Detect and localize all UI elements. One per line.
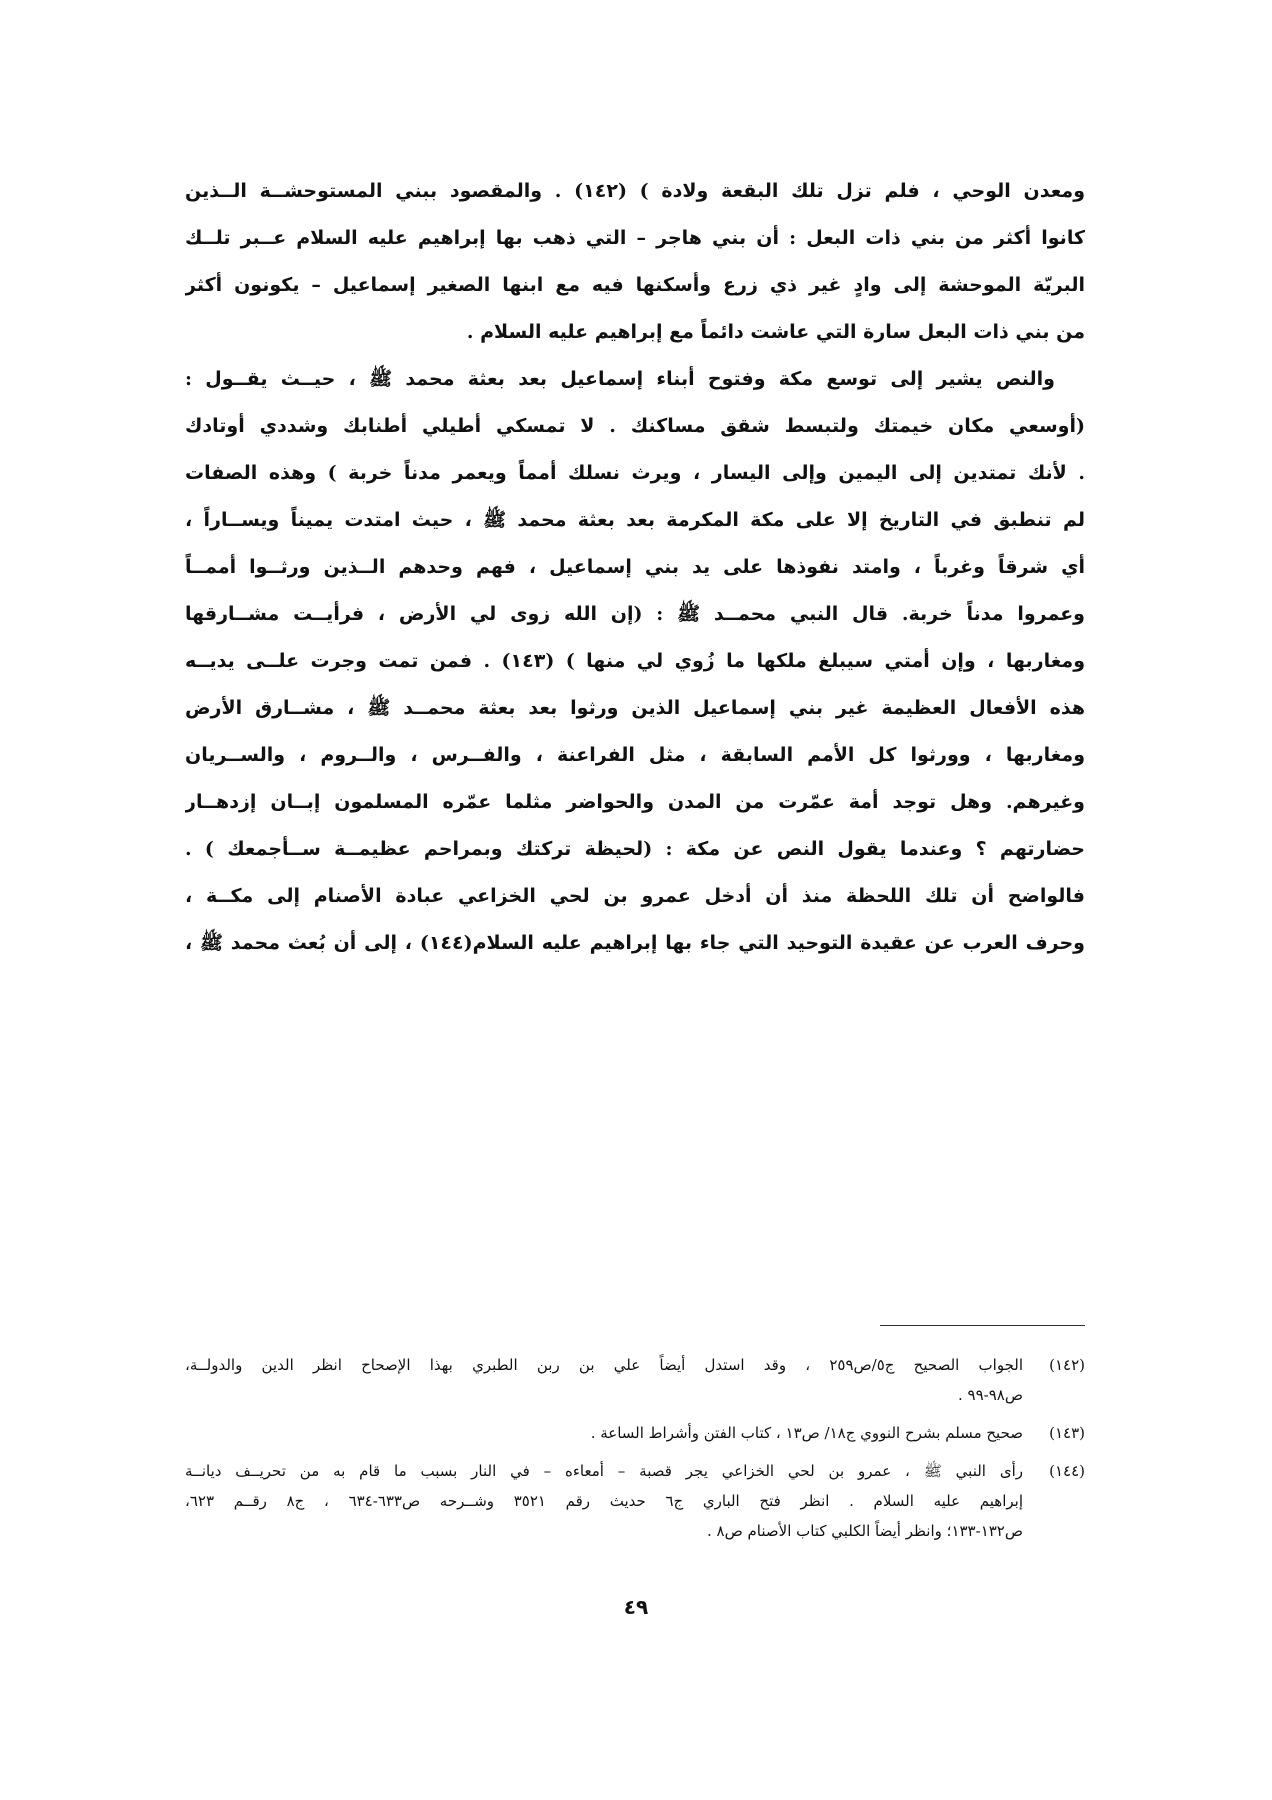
page-number: ٤٩ (623, 1595, 649, 1619)
footnote-number: (١٤٤) (1049, 1462, 1085, 1480)
footnote-142 (185, 1350, 1085, 1410)
footnote-text: ص٩٨-٩٩ . (957, 1386, 1023, 1404)
footnote-text: رأى النبي ﷺ ، عمرو بن لحي الخزاعي يجر قصبة – أمعاءه – في النار بسبب ما قام به من تحريــف ديانــة (185, 1462, 1023, 1480)
text-line: البريّة الموحشة إلى وادٍ غير ذي زرع وأسكنها فيه مع ابنها الصغير إسماعيل – يكونون أكثر (185, 274, 1085, 296)
footnote-text: صحيح مسلم بشرح النووي ج١٨/ ص١٣ ، كتاب الفتن وأشراط الساعة . (590, 1424, 1023, 1442)
text-line: كانوا أكثر من بني ذات البعل : أن بني هاجر – التي ذهب بها إبراهيم عليه السلام عــبر تلــك (185, 227, 1085, 249)
text-line: وحرف العرب عن عقيدة التوحيد التي جاء بها إبراهيم عليه السلام(١٤٤) ، إلى أن بُعث محمد ﷺ ، (185, 932, 1085, 954)
text-line: هذه الأفعال العظيمة غير بني إسماعيل الذين ورثوا بعد بعثة محمــد ﷺ ، مشــارق الأرض (185, 697, 1085, 719)
text-line: وغيرهم. وهل توجد أمة عمّرت من المدن والحواضر مثلما عمّره المسلمون إبــان إزدهــار (185, 791, 1085, 813)
text-line: أي شرقاً وغرباً ، وامتد نفوذها على يد بني إسماعيل ، فهم وحدهم الــذين ورثــوا أممــاً (185, 556, 1085, 578)
text-line: والنص يشير إلى توسع مكة وفتوح أبناء إسماعيل بعد بعثة محمد ﷺ ، حيــث يقــول : (185, 368, 1055, 390)
text-line: ومغاربها ، وإن أمتي سيبلغ ملكها ما زُوي لي منها ) (١٤٣) . فمن تمت وجرت علــى يديــه (185, 650, 1085, 672)
text-line: من بني ذات البعل سارة التي عاشت دائماً مع إبراهيم عليه السلام . (466, 321, 1085, 343)
text-line: حضارتهم ؟ وعندما يقول النص عن مكة : (لحيظة تركتك وبمراحم عظيمــة ســأجمعك ) . (185, 838, 1085, 860)
text-line: . لأنك تمتدين إلى اليمين وإلى اليسار ، ويرث نسلك أمماً ويعمر مدناً خربة ) وهذه الصفات (185, 462, 1085, 484)
footnote-text: ص١٣٢-١٣٣؛ وانظر أيضاً الكلبي كتاب الأصنام ص٨ . (707, 1522, 1023, 1540)
text-line: وعمروا مدناً خربة. قال النبي محمــد ﷺ : (إن الله زوى لي الأرض ، فرأيــت مشــارقها (185, 603, 1085, 625)
text-line: (أوسعي مكان خيمتك ولتبسط شقق مساكنك . لا تمسكي أطيلي أطنابك وشددي أوتادك (185, 415, 1085, 437)
footnote-text: إبراهيم عليه السلام . انظر فتح الباري ج٦ حديث رقم ٣٥٢١ وشــرحه ص٦٣٣-٦٣٤ ، ج٨ رقــم ٦٢٣، (185, 1492, 1023, 1510)
footnote-text: الجواب الصحيح ج٥/ص٢٥٩ ، وقد استدل أيضاً علي بن ربن الطبري بهذا الإصحاح انظر الدين والدولــة، (185, 1356, 1023, 1374)
footnotes (185, 1350, 1085, 1554)
footnote-144 (185, 1456, 1085, 1546)
text-line: ومغاربها ، وورثوا كل الأمم السابقة ، مثل الفراعنة ، والفــرس ، والــروم ، والســريان (185, 744, 1085, 766)
footnote-143 (185, 1418, 1085, 1448)
footnote-number: (١٤٢) (1049, 1356, 1085, 1374)
footnote-separator (880, 1325, 1085, 1326)
text-line: لم تنطبق في التاريخ إلا على مكة المكرمة بعد بعثة محمد ﷺ ، حيث امتدت يميناً ويســاراً ، (185, 509, 1085, 531)
main-text (185, 168, 1085, 967)
text-line: فالواضح أن تلك اللحظة منذ أن أدخل عمرو بن لحي الخزاعي عبادة الأصنام إلى مكــة ، (185, 885, 1085, 907)
text-line: ومعدن الوحي ، فلم تزل تلك البقعة ولادة ) (١٤٢) . والمقصود ببني المستوحشــة الــذين (185, 180, 1085, 202)
footnote-number: (١٤٣) (1049, 1424, 1085, 1442)
